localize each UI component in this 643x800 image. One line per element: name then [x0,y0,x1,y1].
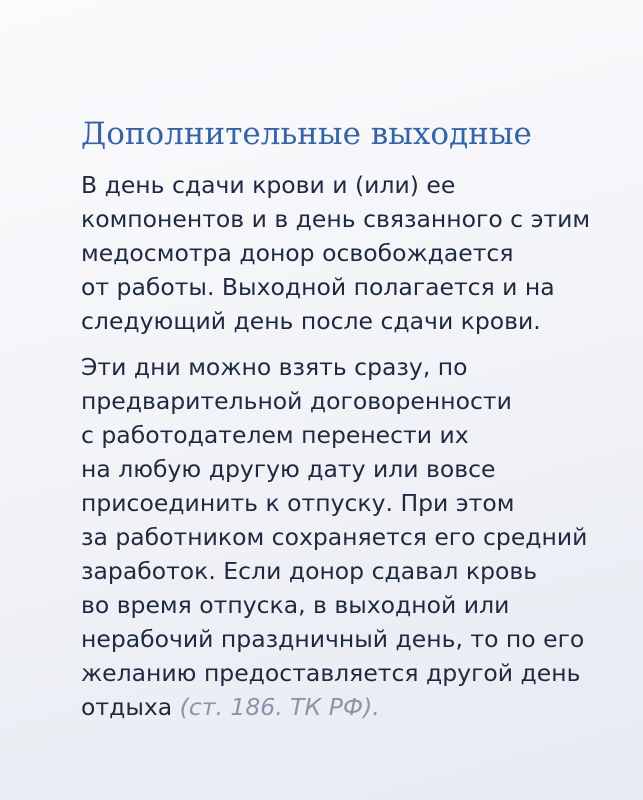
page-title: Дополнительные выходные [81,116,532,152]
text-line: медосмотра донор освобождается [81,239,514,267]
text-line: В день сдачи крови и (или) ее [81,171,456,199]
text-line: следующий день после сдачи крови. [81,307,541,335]
text-line: нерабочий праздничный день, то по его [81,625,585,653]
text-line-last [81,690,626,724]
text-line: желанию предоставляется другой день [81,659,581,687]
legal-reference: (ст. 186. ТК РФ). [179,693,380,721]
text-line: на любую другую дату или вовсе [81,455,496,483]
text-line: за работником сохраняется его средний [81,523,588,551]
text-line: с работодателем перенести их [81,421,469,449]
text-line: предварительной договоренности [81,387,512,415]
text-line: присоединить к отпуску. При этом [81,489,515,517]
paragraph-usage-rules [81,350,626,724]
text-fragment: отдыха [81,693,173,721]
text-line: Эти дни можно взять сразу, по [81,353,468,381]
paragraph-days-off [81,168,626,338]
text-line: компонентов и в день связанного с этим [81,205,591,233]
text-line: заработок. Если донор сдавал кровь [81,557,538,585]
text-line: от работы. Выходной полагается и на [81,273,555,301]
text-line: во время отпуска, в выходной или [81,591,510,619]
